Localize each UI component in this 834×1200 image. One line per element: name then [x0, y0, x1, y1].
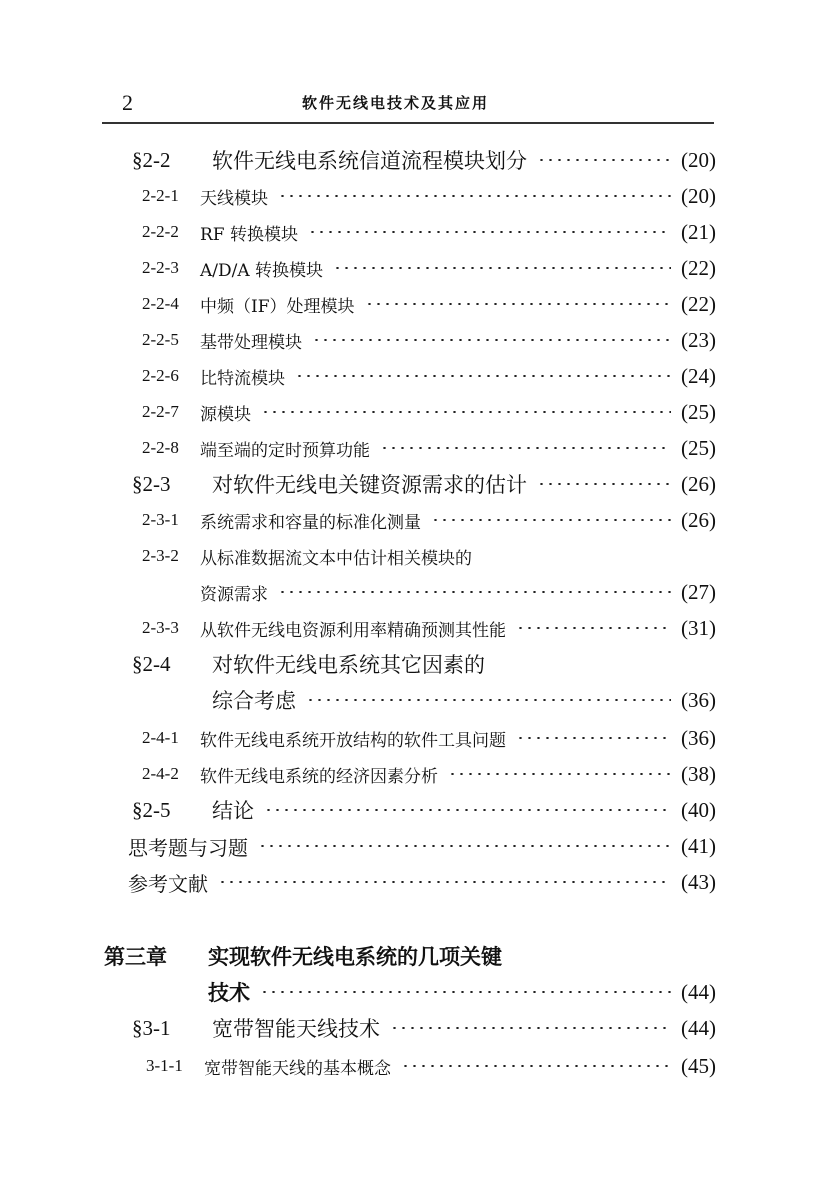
- toc-title: 源模块: [200, 404, 251, 425]
- toc-chapter-number: 第三章: [104, 945, 167, 969]
- toc-item-2-3-3: [142, 612, 716, 644]
- toc-number: 2-2-4: [142, 294, 179, 313]
- toc-chapter-3: [104, 940, 716, 972]
- dot-leader: [308, 231, 671, 233]
- toc-title: 中频（IF）处理模块: [200, 296, 355, 317]
- toc-number: §2-4: [132, 651, 171, 676]
- header-rule: [102, 122, 714, 124]
- toc-page: (31): [681, 615, 716, 640]
- toc-number: 2-2-8: [142, 438, 179, 457]
- toc-item-2-3-2: [142, 540, 716, 572]
- toc-number: 2-2-3: [142, 258, 179, 277]
- toc-section-2-4: [132, 648, 716, 680]
- dot-leader: [333, 267, 671, 269]
- toc-title: 软件无线电系统开放结构的软件工具问题: [200, 730, 506, 751]
- toc-number: 2-2-7: [142, 402, 179, 421]
- toc-page: (23): [681, 327, 716, 352]
- toc-page: (21): [681, 219, 716, 244]
- toc-title-continued: 资源需求: [200, 584, 268, 605]
- dot-leader: [448, 773, 671, 775]
- toc-page: (26): [681, 507, 716, 532]
- dot-leader: [537, 483, 671, 485]
- toc-page: (24): [681, 363, 716, 388]
- toc-item-2-3-2-cont: [200, 576, 716, 608]
- toc-item-2-2-2: [142, 216, 716, 248]
- dot-leader: [278, 195, 671, 197]
- toc-title: 实现软件无线电系统的几项关键: [208, 945, 502, 969]
- toc-page: (20): [681, 183, 716, 208]
- toc-number: 3-1-1: [146, 1056, 183, 1075]
- toc-title: 结论: [212, 799, 254, 823]
- toc-page: (20): [681, 147, 716, 172]
- toc-number: 2-2-6: [142, 366, 179, 385]
- running-title: 软件无线电技术及其应用: [302, 94, 490, 112]
- toc-title-continued: 技术: [208, 981, 250, 1005]
- toc-title: 端至端的定时预算功能: [200, 440, 370, 461]
- dot-leader: [431, 519, 671, 521]
- toc-title: 宽带智能天线的基本概念: [204, 1058, 391, 1079]
- dot-leader: [260, 991, 671, 993]
- dot-leader: [264, 809, 671, 811]
- toc-title-continued: 综合考虑: [212, 689, 296, 713]
- dot-leader: [258, 845, 671, 847]
- toc-title: 宽带智能天线技术: [212, 1017, 380, 1041]
- toc-title: 从标准数据流文本中估计相关模块的: [200, 548, 472, 569]
- toc-item-2-2-4: [142, 288, 716, 320]
- dot-leader: [278, 591, 671, 593]
- toc-number: §2-3: [132, 471, 171, 496]
- toc-item-2-2-8: [142, 432, 716, 464]
- toc-page: (22): [681, 291, 716, 316]
- toc-section-2-4-cont: [212, 684, 716, 716]
- toc-title: 天线模块: [200, 188, 268, 209]
- dot-leader: [537, 159, 671, 161]
- toc-title: 思考题与习题: [128, 835, 248, 860]
- toc-number: §2-5: [132, 797, 171, 822]
- dot-leader: [261, 411, 671, 413]
- toc-page: (27): [681, 579, 716, 604]
- toc-title: 系统需求和容量的标准化测量: [200, 512, 421, 533]
- toc-page: (36): [681, 687, 716, 712]
- dot-leader: [365, 303, 671, 305]
- page-header: [102, 84, 714, 124]
- dot-leader: [218, 881, 671, 883]
- dot-leader: [312, 339, 671, 341]
- toc-number: 2-2-5: [142, 330, 179, 349]
- page-number: 2: [122, 90, 133, 115]
- toc-title: 软件无线电系统信道流程模块划分: [212, 149, 527, 173]
- toc-item-2-2-7: [142, 396, 716, 428]
- dot-leader: [401, 1065, 671, 1067]
- toc-section-2-3: [132, 468, 716, 500]
- toc-page: (22): [681, 255, 716, 280]
- toc-exercises: [128, 830, 716, 862]
- toc-item-2-2-3: [142, 252, 716, 284]
- toc-number: 2-3-1: [142, 510, 179, 529]
- toc-page: (45): [681, 1053, 716, 1078]
- toc-item-2-4-2: [142, 758, 716, 790]
- toc-page: (43): [681, 869, 716, 894]
- toc-item-2-3-1: [142, 504, 716, 536]
- toc-page: (36): [681, 725, 716, 750]
- toc-number: 2-4-2: [142, 764, 179, 783]
- toc-number: 2-4-1: [142, 728, 179, 747]
- toc-title: 对软件无线电关键资源需求的估计: [212, 473, 527, 497]
- toc-chapter-3-cont: [208, 976, 716, 1008]
- toc-section-2-5: [132, 794, 716, 826]
- toc-item-2-2-5: [142, 324, 716, 356]
- toc-page: (38): [681, 761, 716, 786]
- toc-page: (40): [681, 797, 716, 822]
- toc-page: (25): [681, 435, 716, 460]
- dot-leader: [390, 1027, 671, 1029]
- toc-title: 基带处理模块: [200, 332, 302, 353]
- toc-page: (26): [681, 471, 716, 496]
- toc-title: RF 转换模块: [200, 224, 298, 245]
- toc-title: 软件无线电系统的经济因素分析: [200, 766, 438, 787]
- dot-leader: [516, 627, 671, 629]
- toc-page: (25): [681, 399, 716, 424]
- dot-leader: [295, 375, 671, 377]
- toc-item-3-1-1: [146, 1050, 716, 1082]
- dot-leader: [516, 737, 671, 739]
- toc-title: 比特流模块: [200, 368, 285, 389]
- toc-title: 从软件无线电资源利用率精确预测其性能: [200, 620, 506, 641]
- toc-number: §2-2: [132, 147, 171, 172]
- toc-number: 2-3-3: [142, 618, 179, 637]
- toc-title: 对软件无线电系统其它因素的: [212, 653, 485, 677]
- dot-leader: [380, 447, 671, 449]
- toc-references: [128, 866, 716, 898]
- toc-section-3-1: [132, 1012, 716, 1044]
- toc-number: 2-3-2: [142, 546, 179, 565]
- toc-title: 参考文献: [128, 871, 208, 896]
- toc-title: A/D/A 转换模块: [200, 260, 324, 281]
- toc-number: §3-1: [132, 1015, 171, 1040]
- toc-page: (41): [681, 833, 716, 858]
- toc-item-2-4-1: [142, 722, 716, 754]
- toc-page: (44): [681, 1015, 716, 1040]
- toc-number: 2-2-2: [142, 222, 179, 241]
- toc-item-2-2-1: [142, 180, 716, 212]
- toc-item-2-2-6: [142, 360, 716, 392]
- toc-number: 2-2-1: [142, 186, 179, 205]
- toc-page: (44): [681, 979, 716, 1004]
- dot-leader: [306, 699, 671, 701]
- toc-section-2-2: [132, 144, 716, 176]
